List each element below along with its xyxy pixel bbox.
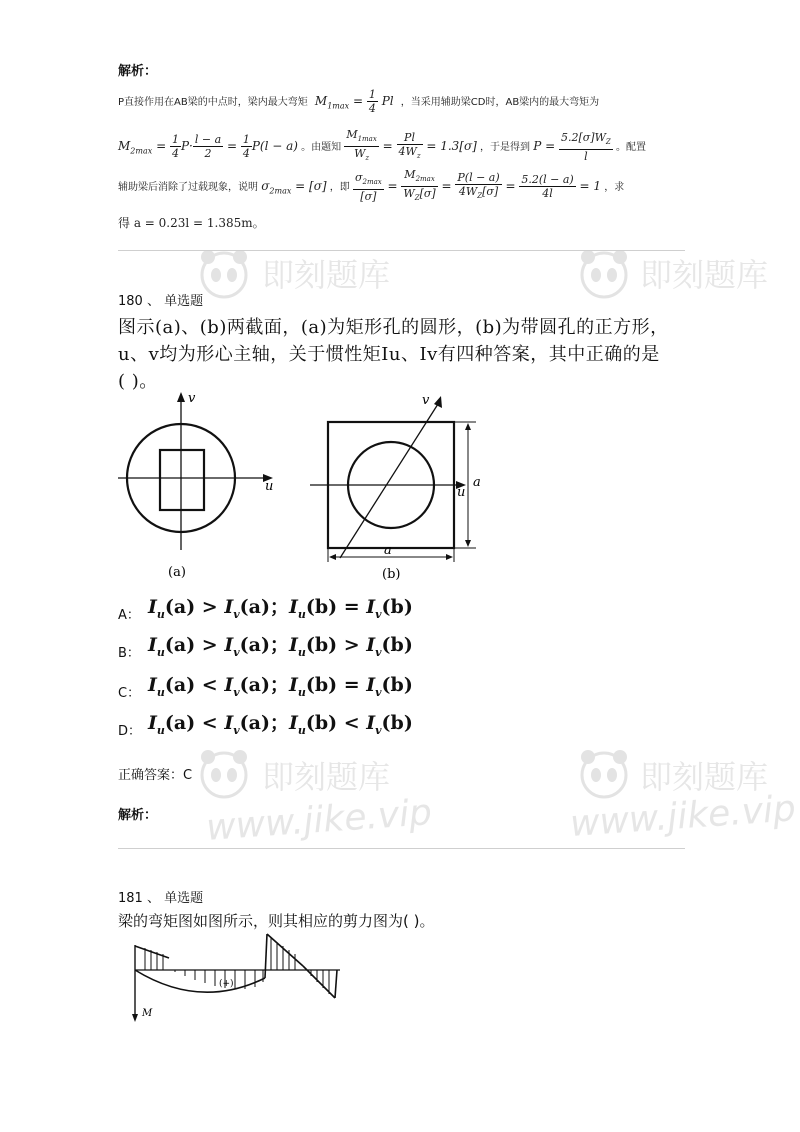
prev-solution-text: 辅助梁后消除了过载现象，说明 <box>118 182 258 194</box>
prev-solution-line1 <box>118 88 688 115</box>
dimension-a-label: a <box>384 543 392 558</box>
dimension-a-label: a <box>473 475 481 490</box>
watermark-panda-icon <box>196 245 252 301</box>
watermark-brand: 即刻题库 <box>262 758 391 796</box>
correct-answer-value: C <box>183 768 193 783</box>
watermark-panda-icon <box>576 745 632 801</box>
prev-solution-text: ，求 <box>604 182 625 194</box>
prev-solution-text: ，当采用辅助梁CD时，AB梁内的最大弯矩为 <box>400 97 600 108</box>
correct-answer <box>118 764 192 783</box>
prev-solution-line4: 得 a = 0.23l = 1.385m。 <box>118 216 265 230</box>
correct-answer-label: 正确答案： <box>118 768 184 783</box>
question-181-line1: 梁的弯矩图如图所示，则其相应的剪力图为( )。 <box>118 912 435 930</box>
prev-solution-line2 <box>118 128 693 165</box>
option-formula: $I_u(a) < I_v(a)$；$I_u(b) < I_v(b)$ <box>148 712 413 737</box>
question-181-number: 181 、 单选题 <box>118 891 204 906</box>
prev-solution-line3 <box>118 168 693 205</box>
prev-solution-label: 解析： <box>118 64 158 79</box>
formula-sigma: $\sigma_{2max} = [\sigma]$ <box>261 179 327 196</box>
option-letter: D： <box>118 724 142 739</box>
bending-moment-diagram <box>125 930 355 1025</box>
watermark-panda-icon <box>576 245 632 301</box>
prev-solution-text: 。配置 <box>615 142 646 154</box>
question-180-line1: 图示(a)、(b)两截面，(a)为矩形孔的圆形，(b)为带圆孔的正方形， <box>118 317 669 338</box>
plus-sign-label: (+) <box>219 979 234 989</box>
divider <box>118 250 685 251</box>
option-formula: $I_u(a) > I_v(a)$；$I_u(b) = I_v(b)$ <box>148 596 413 621</box>
figure-a-caption: (a) <box>168 565 186 580</box>
prev-solution-text: ，于是得到 <box>480 142 531 154</box>
axis-v-label: v <box>188 391 196 406</box>
option-letter: C： <box>118 686 141 701</box>
question-180-line3: ( )。 <box>118 371 158 392</box>
option-formula: $I_u(a) < I_v(a)$；$I_u(b) = I_v(b)$ <box>148 674 413 699</box>
watermark-brand: 即刻题库 <box>640 256 769 294</box>
formula-p: P = $\frac{5.2[\sigma]W_Z}{l}$ <box>533 130 611 163</box>
watermark-brand: 即刻题库 <box>640 758 769 796</box>
divider <box>118 848 685 849</box>
prev-solution-text: P直接作用在AB梁的中点时，梁内最大弯矩 <box>118 97 308 108</box>
formula-m2max: $M_{2max}$ = $\frac{1}{4}$ P· $\frac{l - a}{2}$ = $\frac{1}{4}$ P(l − a) <box>118 133 298 161</box>
watermark-url: www.jike.vip <box>204 792 434 849</box>
formula-chain: $\frac{\sigma_{2max}}{[\sigma]}$ = $\frac{M_{2max}}{W_Z[\sigma]}$ = $\frac{P(l - a)}{4W_Z[\sigma]}$ = $\frac{5.2(l - a)}{4l}$ = 1 <box>354 168 602 203</box>
prev-solution-text: 。由题知 <box>301 142 342 154</box>
figure-b-section <box>310 390 495 580</box>
figure-b-caption: (b) <box>382 567 401 582</box>
axis-u-label: u <box>457 485 466 500</box>
axis-u-label: u <box>265 479 274 494</box>
watermark-panda-icon <box>196 745 252 801</box>
analysis-label: 解析： <box>118 808 158 823</box>
question-180-line2: u、v均为形心主轴，关于惯性矩Iu、Iv有四种答案，其中正确的是 <box>118 344 660 365</box>
option-letter: A： <box>118 608 140 623</box>
formula-ratio: $\frac{M_{1max}}{W_z}$ = $\frac{Pl}{4W_z}$ = 1.3[σ] <box>346 128 477 163</box>
option-formula: $I_u(a) > I_v(a)$；$I_u(b) > I_v(b)$ <box>148 634 413 659</box>
prev-solution-text: ，即 <box>329 182 350 194</box>
moment-axis-label: M <box>142 1008 153 1019</box>
figure-a-section <box>118 390 288 580</box>
question-180-number: 180 、 单选题 <box>118 294 204 309</box>
watermark-brand: 即刻题库 <box>262 256 391 294</box>
option-letter: B： <box>118 646 140 661</box>
axis-v-label: v <box>422 393 430 408</box>
watermark-url: www.jike.vip <box>568 788 798 845</box>
formula-m1max: $M_{1max}$ = $\frac{1}{4}$ Pl <box>314 88 394 115</box>
